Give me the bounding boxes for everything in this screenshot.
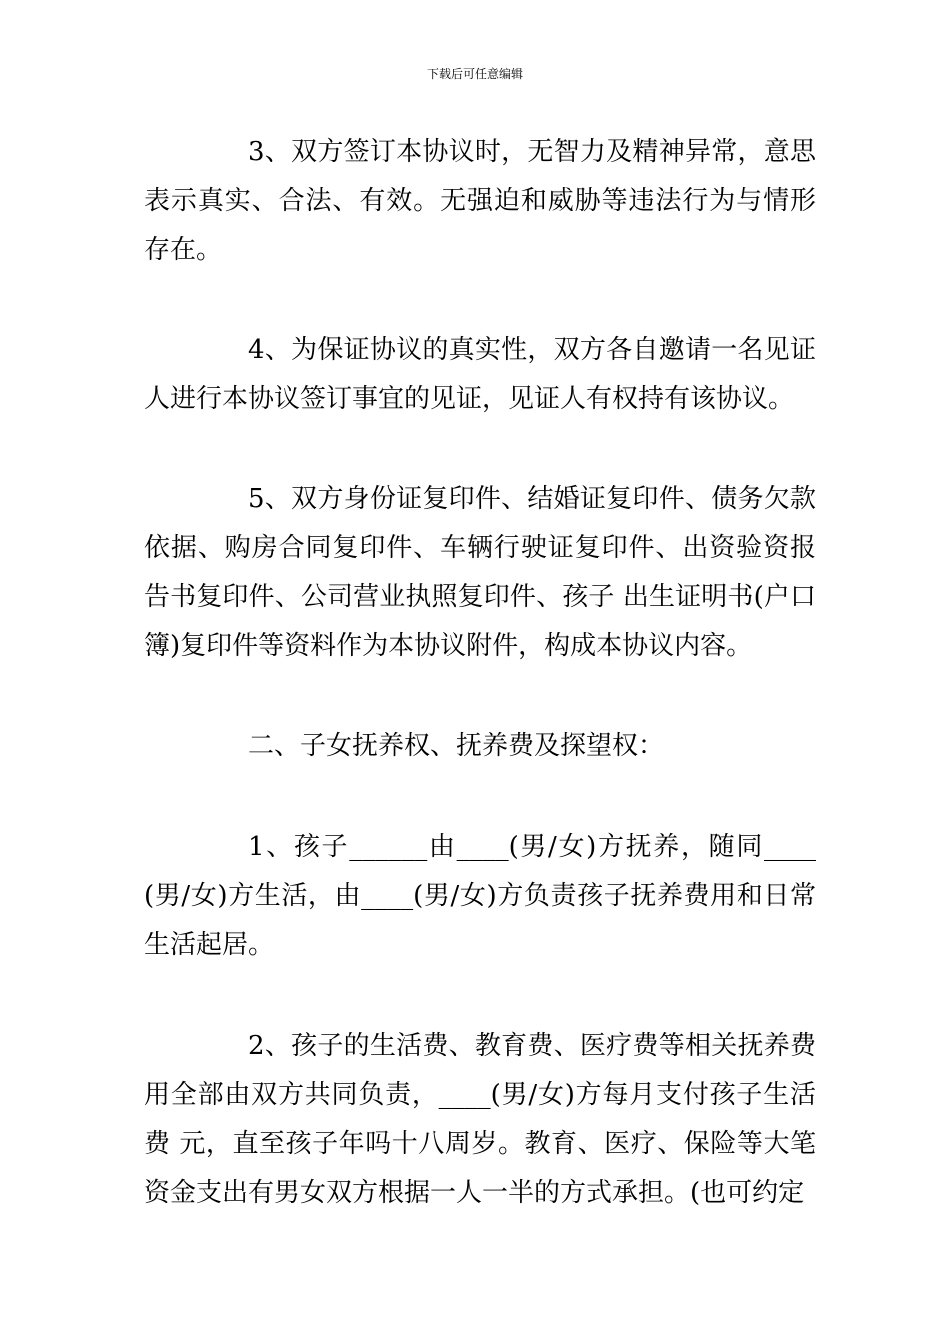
- clause-3-paragraph: 3、双方签订本协议时，无智力及精神异常，意思表示真实、合法、有效。无强迫和威胁等违法行为与情形存在。: [144, 137, 816, 265]
- page-header: 下载后可任意编辑: [426, 67, 523, 81]
- clause-4-paragraph: 4、为保证协议的真实性，双方各自邀请一名见证人进行本协议签订事宜的见证，见证人有权持有该协议。: [144, 335, 816, 414]
- section-2-heading: 二、子女抚养权、抚养费及探望权：: [248, 731, 665, 761]
- custody-clause-1-paragraph: 1、孩子______由____(男/女)方抚养，随同____(男/女)方生活，由____(男/女)方负责孩子抚养费用和日常生活起居。: [144, 832, 816, 960]
- clause-5-paragraph: 5、双方身份证复印件、结婚证复印件、债务欠款依据、购房合同复印件、车辆行驶证复印件、出资验资报告书复印件、公司营业执照复印件、孩子 出生证明书(户口簿)复印件等资料作为本协议附件，构成本协议内容。: [144, 484, 816, 661]
- custody-clause-2-paragraph: 2、孩子的生活费、教育费、医疗费等相关抚养费用全部由双方共同负责，____(男/女)方每月支付孩子生活费 元，直至孩子年吗十八周岁。教育、医疗、保险等大笔资金支出有男女双方根据一人一半的方式承担。(也可约定: [144, 1031, 816, 1208]
